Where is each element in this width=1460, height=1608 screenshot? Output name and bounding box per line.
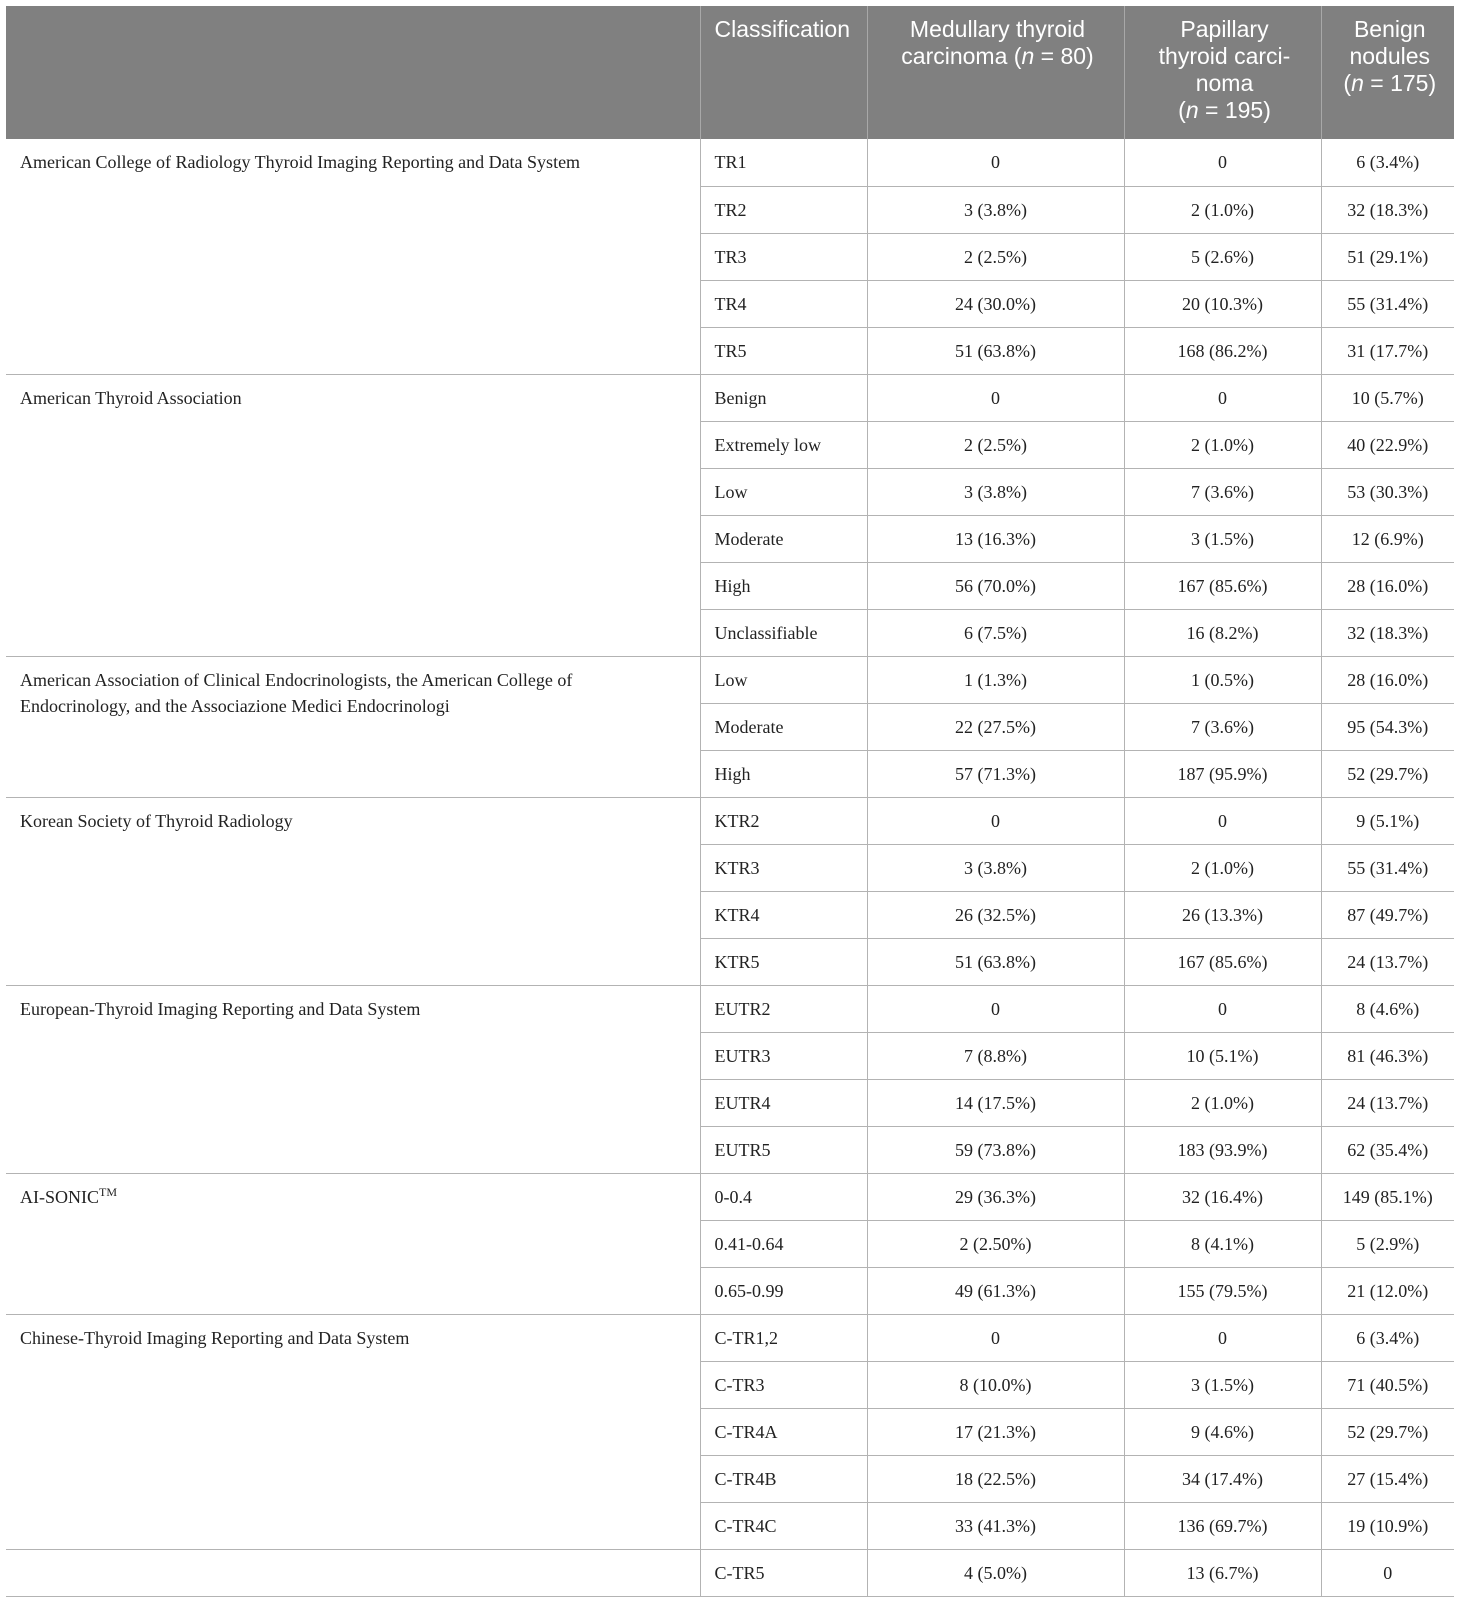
medullary-value-cell: 2 (2.5%) [867, 233, 1124, 280]
system-name-cell [6, 797, 700, 985]
papillary-value-cell: 0 [1124, 374, 1321, 421]
medullary-value-cell: 17 (21.3%) [867, 1408, 1124, 1455]
classification-cell: High [700, 562, 867, 609]
benign-value-cell: 62 (35.4%) [1321, 1126, 1454, 1173]
medullary-value-cell: 2 (2.5%) [867, 421, 1124, 468]
classification-cell: TR4 [700, 280, 867, 327]
medullary-value-cell: 24 (30.0%) [867, 280, 1124, 327]
benign-value-cell: 81 (46.3%) [1321, 1032, 1454, 1079]
papillary-value-cell: 2 (1.0%) [1124, 844, 1321, 891]
papillary-value-cell: 3 (1.5%) [1124, 515, 1321, 562]
classification-cell: TR2 [700, 186, 867, 233]
medullary-value-cell: 3 (3.8%) [867, 468, 1124, 515]
system-name-cell [6, 1549, 700, 1596]
medullary-value-cell: 33 (41.3%) [867, 1502, 1124, 1549]
classification-cell: C-TR4C [700, 1502, 867, 1549]
header-system [6, 6, 700, 139]
medullary-value-cell: 14 (17.5%) [867, 1079, 1124, 1126]
table-row [6, 1549, 1454, 1596]
table-row [6, 797, 1454, 844]
classification-cell: TR5 [700, 327, 867, 374]
system-name: American College of Radiology Thyroid Imaging Reporting and Data System [20, 152, 581, 172]
papillary-value-cell: 7 (3.6%) [1124, 703, 1321, 750]
classification-cell: Low [700, 656, 867, 703]
benign-value-cell: 12 (6.9%) [1321, 515, 1454, 562]
benign-value-cell: 55 (31.4%) [1321, 280, 1454, 327]
classification-cell: EUTR5 [700, 1126, 867, 1173]
classification-cell: KTR4 [700, 891, 867, 938]
classification-cell: 0.41-0.64 [700, 1220, 867, 1267]
medullary-value-cell: 0 [867, 374, 1124, 421]
benign-value-cell: 71 (40.5%) [1321, 1361, 1454, 1408]
papillary-value-cell: 0 [1124, 1314, 1321, 1361]
benign-value-cell: 52 (29.7%) [1321, 1408, 1454, 1455]
benign-value-cell: 31 (17.7%) [1321, 327, 1454, 374]
benign-value-cell: 8 (4.6%) [1321, 985, 1454, 1032]
system-name: American Association of Clinical Endocrinologists, the American College of Endocrinology, and the Associazione Medici Endocrinologi [20, 669, 573, 716]
system-name-cell [6, 1173, 700, 1314]
classification-cell: High [700, 750, 867, 797]
table-header [6, 6, 1454, 139]
medullary-value-cell: 57 (71.3%) [867, 750, 1124, 797]
benign-value-cell: 10 (5.7%) [1321, 374, 1454, 421]
papillary-value-cell: 187 (95.9%) [1124, 750, 1321, 797]
benign-value-cell: 5 (2.9%) [1321, 1220, 1454, 1267]
papillary-value-cell: 20 (10.3%) [1124, 280, 1321, 327]
table-row [6, 656, 1454, 703]
system-name: Korean Society of Thyroid Radiology [20, 810, 293, 831]
header-classification: Classification [700, 6, 867, 139]
papillary-value-cell: 0 [1124, 139, 1321, 186]
header-ptc-line4b: = 195) [1198, 97, 1271, 123]
header-ben-line3a: ( [1343, 70, 1352, 96]
system-name-cell [6, 985, 700, 1173]
system-name: AI-SONIC [20, 1186, 99, 1207]
medullary-value-cell: 29 (36.3%) [867, 1173, 1124, 1220]
benign-value-cell: 53 (30.3%) [1321, 468, 1454, 515]
table-row [6, 139, 1454, 186]
classification-cell: C-TR3 [700, 1361, 867, 1408]
papillary-value-cell: 10 (5.1%) [1124, 1032, 1321, 1079]
classification-cell: Extremely low [700, 421, 867, 468]
header-ptc-line2: thyroid carci- [1158, 43, 1291, 69]
benign-value-cell: 52 (29.7%) [1321, 750, 1454, 797]
system-name: Chinese-Thyroid Imaging Reporting and Data System [20, 1327, 410, 1348]
papillary-value-cell: 7 (3.6%) [1124, 468, 1321, 515]
benign-value-cell: 6 (3.4%) [1321, 139, 1454, 186]
classification-cell: EUTR2 [700, 985, 867, 1032]
classification-cell: 0.65-0.99 [700, 1267, 867, 1314]
benign-value-cell: 0 [1321, 1549, 1454, 1596]
benign-value-cell: 24 (13.7%) [1321, 1079, 1454, 1126]
header-ptc-line1: Papillary [1180, 16, 1269, 42]
benign-value-cell: 24 (13.7%) [1321, 938, 1454, 985]
system-name-cell [6, 139, 700, 374]
header-mtc-line2b: = 80) [1034, 43, 1094, 69]
papillary-value-cell: 8 (4.1%) [1124, 1220, 1321, 1267]
table-row [6, 374, 1454, 421]
medullary-value-cell: 0 [867, 139, 1124, 186]
benign-value-cell: 19 (10.9%) [1321, 1502, 1454, 1549]
header-medullary-thyroid-carcinoma [867, 6, 1124, 139]
medullary-value-cell: 7 (8.8%) [867, 1032, 1124, 1079]
benign-value-cell: 28 (16.0%) [1321, 562, 1454, 609]
papillary-value-cell: 1 (0.5%) [1124, 656, 1321, 703]
papillary-value-cell: 155 (79.5%) [1124, 1267, 1321, 1314]
medullary-value-cell: 4 (5.0%) [867, 1549, 1124, 1596]
system-name-cell [6, 374, 700, 656]
classification-cell: EUTR4 [700, 1079, 867, 1126]
table-body [6, 139, 1454, 1596]
classification-cell: EUTR3 [700, 1032, 867, 1079]
medullary-value-cell: 26 (32.5%) [867, 891, 1124, 938]
papillary-value-cell: 2 (1.0%) [1124, 1079, 1321, 1126]
medullary-value-cell: 0 [867, 1314, 1124, 1361]
medullary-value-cell: 2 (2.50%) [867, 1220, 1124, 1267]
benign-value-cell: 51 (29.1%) [1321, 233, 1454, 280]
benign-value-cell: 32 (18.3%) [1321, 609, 1454, 656]
papillary-value-cell: 167 (85.6%) [1124, 562, 1321, 609]
benign-value-cell: 6 (3.4%) [1321, 1314, 1454, 1361]
papillary-value-cell: 26 (13.3%) [1124, 891, 1321, 938]
papillary-value-cell: 2 (1.0%) [1124, 421, 1321, 468]
header-benign-nodules [1321, 6, 1454, 139]
medullary-value-cell: 18 (22.5%) [867, 1455, 1124, 1502]
classification-cell: C-TR4B [700, 1455, 867, 1502]
header-mtc-line2a: carcinoma ( [901, 43, 1022, 69]
classification-cell: Moderate [700, 515, 867, 562]
papillary-value-cell: 3 (1.5%) [1124, 1361, 1321, 1408]
medullary-value-cell: 0 [867, 797, 1124, 844]
papillary-value-cell: 5 (2.6%) [1124, 233, 1321, 280]
papillary-value-cell: 183 (93.9%) [1124, 1126, 1321, 1173]
papillary-value-cell: 32 (16.4%) [1124, 1173, 1321, 1220]
benign-value-cell: 55 (31.4%) [1321, 844, 1454, 891]
header-mtc-line1: Medullary thyroid [909, 16, 1086, 42]
benign-value-cell: 149 (85.1%) [1321, 1173, 1454, 1220]
classification-cell: KTR3 [700, 844, 867, 891]
trademark-superscript: TM [99, 1184, 117, 1199]
benign-value-cell: 21 (12.0%) [1321, 1267, 1454, 1314]
medullary-value-cell: 8 (10.0%) [867, 1361, 1124, 1408]
medullary-value-cell: 0 [867, 985, 1124, 1032]
medullary-value-cell: 22 (27.5%) [867, 703, 1124, 750]
classification-cell: Moderate [700, 703, 867, 750]
papillary-value-cell: 136 (69.7%) [1124, 1502, 1321, 1549]
table-row [6, 985, 1454, 1032]
classification-cell: KTR5 [700, 938, 867, 985]
benign-value-cell: 40 (22.9%) [1321, 421, 1454, 468]
benign-value-cell: 27 (15.4%) [1321, 1455, 1454, 1502]
system-name-cell [6, 656, 700, 797]
classification-cell: KTR2 [700, 797, 867, 844]
header-ptc-line3: noma [1195, 70, 1254, 96]
classification-results-table [6, 6, 1454, 1597]
benign-value-cell: 28 (16.0%) [1321, 656, 1454, 703]
system-name: European-Thyroid Imaging Reporting and Data System [20, 998, 421, 1019]
medullary-value-cell: 3 (3.8%) [867, 844, 1124, 891]
benign-value-cell: 87 (49.7%) [1321, 891, 1454, 938]
header-ben-line1: Benign [1353, 16, 1426, 42]
header-ben-n: n [1351, 70, 1364, 96]
medullary-value-cell: 51 (63.8%) [867, 327, 1124, 374]
header-mtc-n: n [1021, 43, 1035, 69]
papillary-value-cell: 16 (8.2%) [1124, 609, 1321, 656]
medullary-value-cell: 49 (61.3%) [867, 1267, 1124, 1314]
classification-cell: Benign [700, 374, 867, 421]
medullary-value-cell: 6 (7.5%) [867, 609, 1124, 656]
classification-cell: Unclassifiable [700, 609, 867, 656]
classification-cell: TR1 [700, 139, 867, 186]
header-papillary-thyroid-carcinoma [1124, 6, 1321, 139]
header-ptc-n: n [1185, 97, 1199, 123]
papillary-value-cell: 2 (1.0%) [1124, 186, 1321, 233]
medullary-value-cell: 51 (63.8%) [867, 938, 1124, 985]
header-row [6, 6, 1454, 139]
system-name-cell [6, 1314, 700, 1549]
classification-cell: Low [700, 468, 867, 515]
papillary-value-cell: 0 [1124, 797, 1321, 844]
table-row [6, 1173, 1454, 1220]
medullary-value-cell: 1 (1.3%) [867, 656, 1124, 703]
papillary-value-cell: 168 (86.2%) [1124, 327, 1321, 374]
benign-value-cell: 9 (5.1%) [1321, 797, 1454, 844]
medullary-value-cell: 56 (70.0%) [867, 562, 1124, 609]
papillary-value-cell: 34 (17.4%) [1124, 1455, 1321, 1502]
classification-cell: C-TR5 [700, 1549, 867, 1596]
papillary-value-cell: 9 (4.6%) [1124, 1408, 1321, 1455]
medullary-value-cell: 13 (16.3%) [867, 515, 1124, 562]
header-ben-line3b: = 175) [1363, 70, 1437, 96]
papillary-value-cell: 167 (85.6%) [1124, 938, 1321, 985]
classification-cell: C-TR4A [700, 1408, 867, 1455]
classification-cell: TR3 [700, 233, 867, 280]
benign-value-cell: 32 (18.3%) [1321, 186, 1454, 233]
medullary-value-cell: 59 (73.8%) [867, 1126, 1124, 1173]
medullary-value-cell: 3 (3.8%) [867, 186, 1124, 233]
papillary-value-cell: 0 [1124, 985, 1321, 1032]
classification-cell: 0-0.4 [700, 1173, 867, 1220]
papillary-value-cell: 13 (6.7%) [1124, 1549, 1321, 1596]
benign-value-cell: 95 (54.3%) [1321, 703, 1454, 750]
header-ben-line2: nodules [1349, 43, 1431, 69]
table-row [6, 1314, 1454, 1361]
system-name: American Thyroid Association [20, 387, 242, 408]
header-ptc-line4a: ( [1178, 97, 1186, 123]
classification-cell: C-TR1,2 [700, 1314, 867, 1361]
